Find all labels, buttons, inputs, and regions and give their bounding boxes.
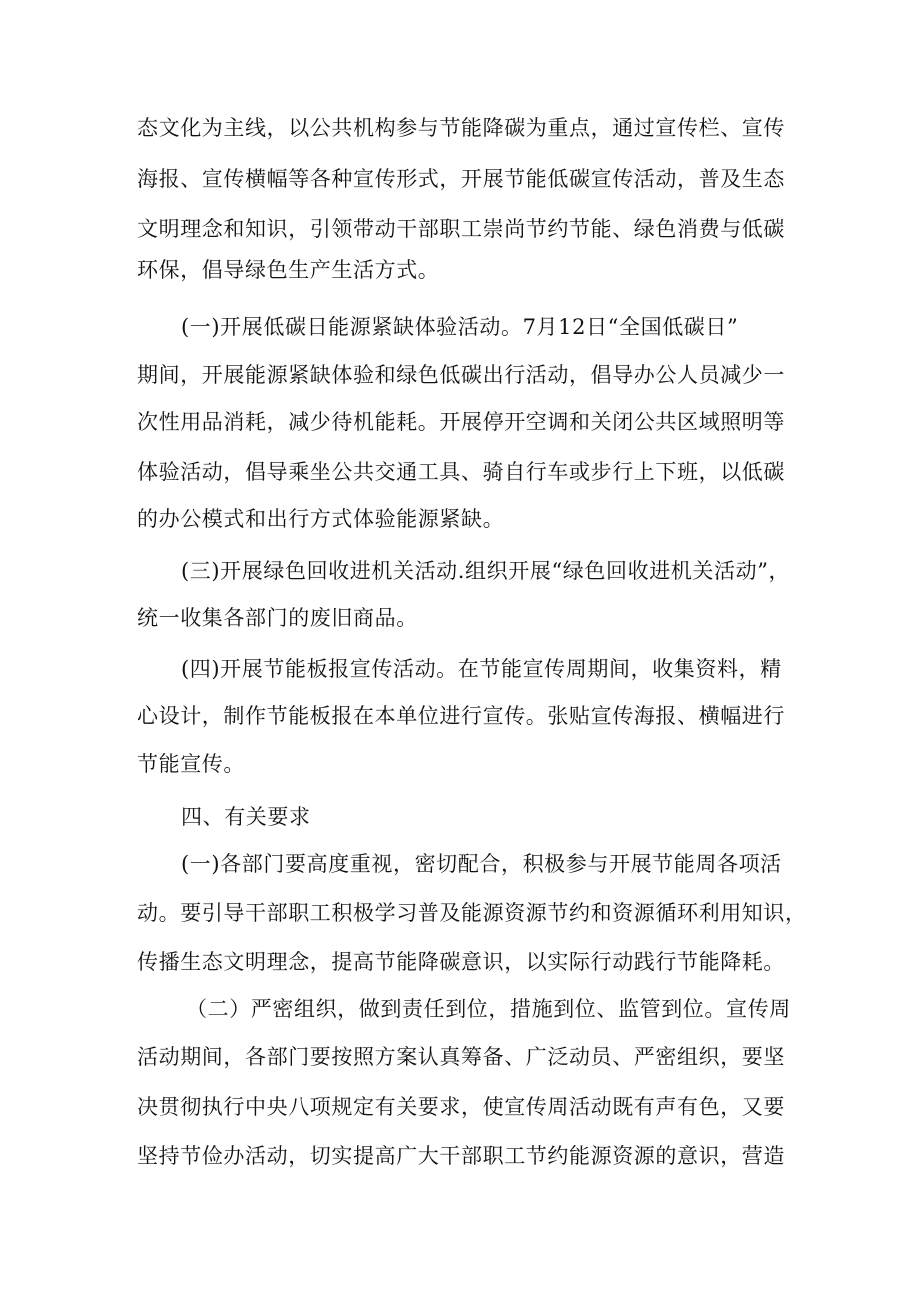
- text-line: (一)开展低碳日能源紧缺体验活动。7月12日“全国低碳日”: [181, 315, 739, 339]
- text-line: 期间，开展能源紧缺体验和绿色低碳出行活动，倡导办公人员减少一: [137, 363, 785, 387]
- text-line: 节能宣传。: [137, 752, 245, 776]
- text-line: 文明理念和知识，引领带动干部职工崇尚节约节能、绿色消费与低碳: [137, 217, 785, 241]
- text-line: 坚持节俭办活动，切实提高广大干部职工节约能源资源的意识，营造: [137, 1144, 785, 1168]
- text-line: (一)各部门要高度重视，密切配合，积极参与开展节能周各项活: [181, 852, 782, 876]
- text-line: 活动期间，各部门要按照方案认真筹备、广泛动员、严密组织，要坚: [137, 1045, 785, 1069]
- text-line: 海报、宣传横幅等各种宣传形式，开展节能低碳宣传活动，普及生态: [137, 167, 785, 191]
- text-line: 次性用品消耗，减少待机能耗。开展停开空调和关闭公共区域照明等: [137, 410, 785, 434]
- text-line: (四)开展节能板报宣传活动。在节能宣传周期间，收集资料，精: [181, 657, 782, 681]
- text-line: 态文化为主线，以公共机构参与节能降碳为重点，通过宣传栏、宣传: [137, 116, 785, 140]
- text-line: (三)开展绿色回收进机关活动.组织开展“绿色回收进机关活动”，: [181, 559, 791, 583]
- text-line: 体验活动，倡导乘坐公共交通工具、骑自行车或步行上下班，以低碳: [137, 460, 785, 484]
- text-line: 心设计，制作节能板报在本单位进行宣传。张贴宣传海报、横幅进行: [137, 704, 785, 728]
- text-line: 动。要引导干部职工积极学习普及能源资源节约和资源循环利用知识，: [137, 901, 807, 925]
- text-line: 统一收集各部门的废旧商品。: [137, 606, 418, 630]
- text-line: 环保，倡导绿色生产生活方式。: [137, 258, 440, 282]
- section-heading: 四、有关要求: [181, 805, 311, 829]
- text-line: 决贯彻执行中央八项规定有关要求，使宣传周活动既有声有色，又要: [137, 1095, 785, 1119]
- text-line: 传播生态文明理念，提高节能降碳意识，以实际行动践行节能降耗。: [137, 950, 785, 974]
- text-line: 的办公模式和出行方式体验能源紧缺。: [137, 507, 505, 531]
- text-line: （二）严密组织，做到责任到位，措施到位、监管到位。宣传周: [186, 997, 791, 1021]
